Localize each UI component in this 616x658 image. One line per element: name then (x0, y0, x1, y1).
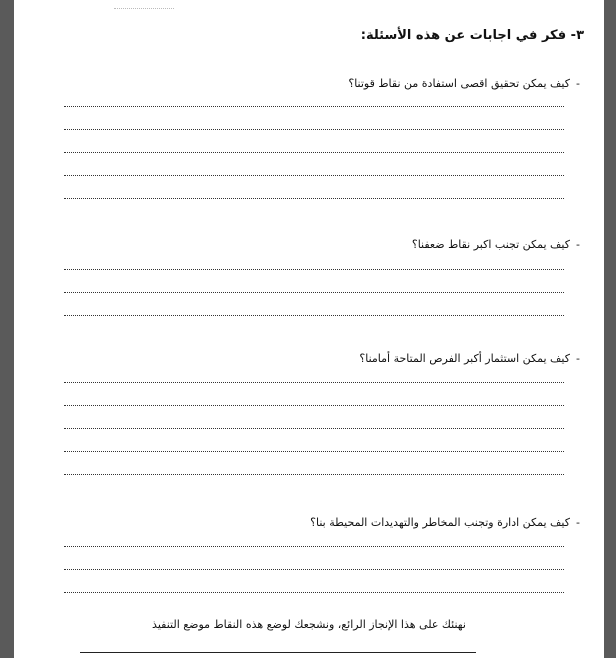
answer-line[interactable] (64, 382, 564, 383)
answer-line[interactable] (64, 175, 564, 176)
answer-line[interactable] (64, 315, 564, 316)
answer-line[interactable] (64, 474, 564, 475)
top-cutoff-line (114, 0, 174, 9)
answer-line[interactable] (64, 592, 564, 593)
question-bullet: - (576, 352, 580, 365)
question-1: كيف يمكن تحقيق اقصى استفادة من نقاط قوتنا؟ (348, 77, 570, 90)
section-heading: ٣- فكر في اجابات عن هذه الأسئلة: (360, 28, 584, 43)
question-bullet: - (576, 516, 580, 529)
question-3: كيف يمكن استثمار أكبر الفرص المتاحة أمامنا؟ (359, 352, 570, 365)
answer-line[interactable] (64, 152, 564, 153)
right-margin-bar (604, 0, 616, 658)
answer-line[interactable] (64, 405, 564, 406)
answer-line[interactable] (64, 428, 564, 429)
answer-line[interactable] (64, 106, 564, 107)
answer-line[interactable] (64, 269, 564, 270)
question-bullet: - (576, 238, 580, 251)
answer-line[interactable] (64, 546, 564, 547)
answer-line[interactable] (64, 451, 564, 452)
signature-line (80, 652, 476, 653)
question-bullet: - (576, 77, 580, 90)
answer-line[interactable] (64, 198, 564, 199)
answer-line[interactable] (64, 129, 564, 130)
answer-line[interactable] (64, 569, 564, 570)
document-page (14, 0, 604, 658)
closing-message: نهنئك على هذا الإنجاز الرائع، ونشجعك لوضع هذه النقاط موضع التنفيذ (152, 618, 466, 631)
answer-line[interactable] (64, 292, 564, 293)
left-margin-bar (0, 0, 14, 658)
question-2: كيف يمكن تجنب اكبر نقاط ضعفنا؟ (411, 238, 570, 251)
question-4: كيف يمكن ادارة وتجنب المخاطر والتهديدات المحيطة بنا؟ (310, 516, 570, 529)
